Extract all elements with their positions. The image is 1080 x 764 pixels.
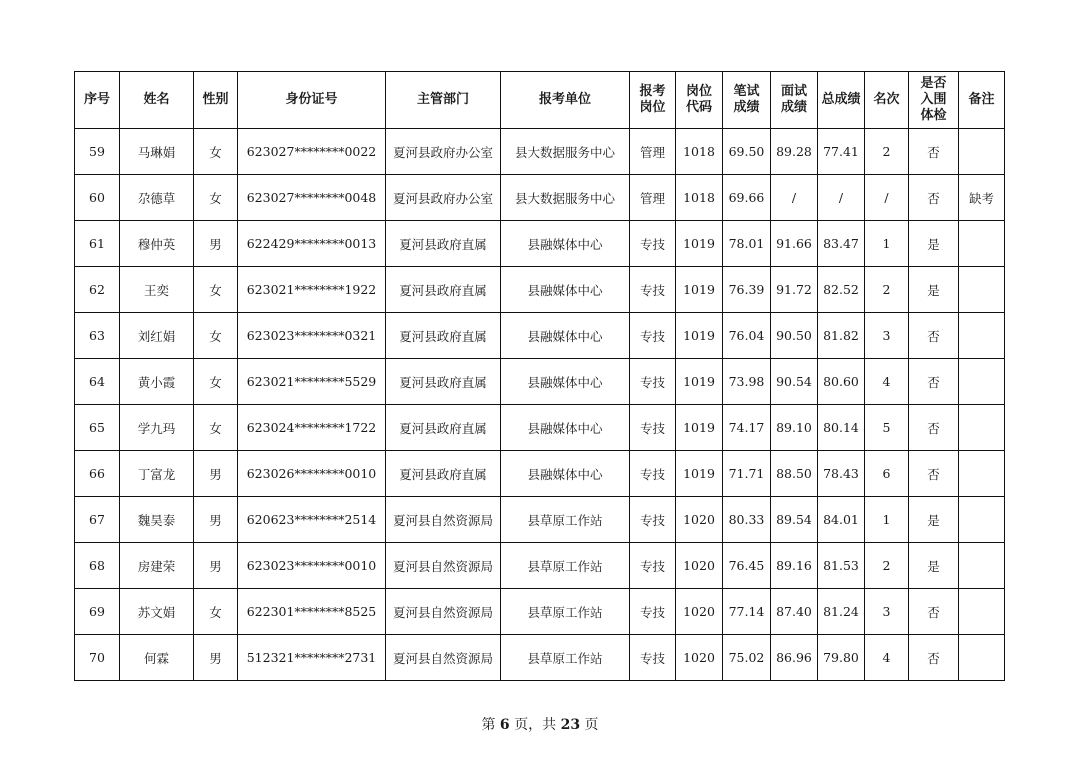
table-cell: 91.72 [771, 267, 818, 313]
table-cell: 90.50 [771, 313, 818, 359]
table-cell: 女 [194, 359, 238, 405]
table-cell [959, 267, 1005, 313]
table-cell: 6 [865, 451, 909, 497]
table-cell: 男 [194, 543, 238, 589]
table-cell: 专技 [630, 405, 676, 451]
table-cell: 专技 [630, 497, 676, 543]
table-cell: 1020 [676, 589, 723, 635]
table-cell: 84.01 [818, 497, 865, 543]
table-cell: 89.28 [771, 129, 818, 175]
table-cell: 1020 [676, 543, 723, 589]
table-cell [959, 359, 1005, 405]
table-cell: 623027********0022 [238, 129, 386, 175]
table-cell: 73.98 [723, 359, 771, 405]
table-cell: 女 [194, 129, 238, 175]
table-cell: 5 [865, 405, 909, 451]
table-cell: 县融媒体中心 [501, 451, 630, 497]
table-cell: 女 [194, 267, 238, 313]
table-cell: 否 [909, 313, 959, 359]
table-cell: 是 [909, 543, 959, 589]
table-body [75, 129, 1005, 681]
table-cell: 89.10 [771, 405, 818, 451]
table-cell: 夏河县政府直属 [386, 359, 501, 405]
table-cell: 89.54 [771, 497, 818, 543]
table-cell: 丁富龙 [120, 451, 194, 497]
table-cell: 69 [75, 589, 120, 635]
table-cell: 4 [865, 359, 909, 405]
table-cell: 81.82 [818, 313, 865, 359]
table-cell: 缺考 [959, 175, 1005, 221]
table-cell: 623026********0010 [238, 451, 386, 497]
table-cell: 专技 [630, 359, 676, 405]
table-cell: 男 [194, 451, 238, 497]
table-cell: 622301********8525 [238, 589, 386, 635]
table-cell: 4 [865, 635, 909, 681]
table-cell: 夏河县政府直属 [386, 451, 501, 497]
table-cell: 男 [194, 635, 238, 681]
table-cell: 623027********0048 [238, 175, 386, 221]
table-cell: / [771, 175, 818, 221]
table-cell: 何霖 [120, 635, 194, 681]
table-cell [959, 635, 1005, 681]
table-cell: 魏昊泰 [120, 497, 194, 543]
table-row [75, 175, 1005, 221]
table-cell: 83.47 [818, 221, 865, 267]
table-cell: 89.16 [771, 543, 818, 589]
column-header: 姓名 [120, 72, 194, 129]
table-cell: 县融媒体中心 [501, 359, 630, 405]
table-cell: 78.01 [723, 221, 771, 267]
table-cell: 1 [865, 221, 909, 267]
table-cell: 1 [865, 497, 909, 543]
footer-middle: 页，共 [514, 717, 557, 733]
table-cell: 66 [75, 451, 120, 497]
table-cell: 黄小霞 [120, 359, 194, 405]
table-cell: 县草原工作站 [501, 543, 630, 589]
table-cell: 59 [75, 129, 120, 175]
table-cell: 77.14 [723, 589, 771, 635]
footer-total-pages: 23 [560, 717, 581, 733]
table-cell: 穆仲英 [120, 221, 194, 267]
table-cell: 女 [194, 589, 238, 635]
table-cell: 夏河县政府办公室 [386, 175, 501, 221]
column-header: 总成绩 [818, 72, 865, 129]
table-cell: 1019 [676, 221, 723, 267]
table-cell: 县融媒体中心 [501, 221, 630, 267]
column-header: 备注 [959, 72, 1005, 129]
table-cell: 80.60 [818, 359, 865, 405]
table-cell: 县大数据服务中心 [501, 129, 630, 175]
table-cell: 尕德草 [120, 175, 194, 221]
table-row [75, 543, 1005, 589]
table-row [75, 221, 1005, 267]
table-cell: 学九玛 [120, 405, 194, 451]
table-cell: 80.33 [723, 497, 771, 543]
table-cell: 专技 [630, 589, 676, 635]
table-cell: 县草原工作站 [501, 635, 630, 681]
table-cell: 专技 [630, 543, 676, 589]
footer-prefix: 第 [481, 717, 496, 733]
table-cell: / [818, 175, 865, 221]
table-cell: 1020 [676, 635, 723, 681]
table-cell: 房建荣 [120, 543, 194, 589]
column-header: 主管部门 [386, 72, 501, 129]
table-cell: 专技 [630, 313, 676, 359]
table-cell: 71.71 [723, 451, 771, 497]
table-cell: 夏河县政府直属 [386, 221, 501, 267]
table-cell: 1019 [676, 405, 723, 451]
table-cell: 专技 [630, 451, 676, 497]
column-header: 身份证号 [238, 72, 386, 129]
table-cell: 3 [865, 589, 909, 635]
table-cell: 夏河县自然资源局 [386, 497, 501, 543]
table-cell: 专技 [630, 221, 676, 267]
table-cell: 90.54 [771, 359, 818, 405]
table-cell: 2 [865, 129, 909, 175]
table-row [75, 451, 1005, 497]
table-cell: 夏河县政府直属 [386, 267, 501, 313]
table-cell [959, 313, 1005, 359]
table-cell [959, 405, 1005, 451]
table-cell: 夏河县政府直属 [386, 313, 501, 359]
table-cell: 623021********5529 [238, 359, 386, 405]
table-cell: 623024********1722 [238, 405, 386, 451]
table-cell: 75.02 [723, 635, 771, 681]
table-cell: 男 [194, 497, 238, 543]
footer-suffix: 页 [584, 717, 599, 733]
table-cell: 专技 [630, 635, 676, 681]
table-cell: 夏河县自然资源局 [386, 589, 501, 635]
table-cell: 管理 [630, 175, 676, 221]
column-header: 岗位 代码 [676, 72, 723, 129]
table-cell: 623023********0321 [238, 313, 386, 359]
table-cell: 622429********0013 [238, 221, 386, 267]
table-cell: 69.66 [723, 175, 771, 221]
table-cell: 79.80 [818, 635, 865, 681]
table-cell: 是 [909, 497, 959, 543]
table-cell: 专技 [630, 267, 676, 313]
table-cell: 否 [909, 589, 959, 635]
table-cell: 620623********2514 [238, 497, 386, 543]
table-cell: 3 [865, 313, 909, 359]
table-cell: 男 [194, 221, 238, 267]
table-row [75, 359, 1005, 405]
column-header: 是否 入围 体检 [909, 72, 959, 129]
table-row [75, 129, 1005, 175]
table-cell: 81.53 [818, 543, 865, 589]
table-row [75, 405, 1005, 451]
column-header: 名次 [865, 72, 909, 129]
table-cell: 81.24 [818, 589, 865, 635]
table-cell: 67 [75, 497, 120, 543]
table-cell: 否 [909, 129, 959, 175]
table-cell: 65 [75, 405, 120, 451]
table-cell: 是 [909, 267, 959, 313]
table-cell: 512321********2731 [238, 635, 386, 681]
table-cell: 管理 [630, 129, 676, 175]
table-cell: 78.43 [818, 451, 865, 497]
column-header: 面试 成绩 [771, 72, 818, 129]
table-cell: 苏文娟 [120, 589, 194, 635]
table-cell: 63 [75, 313, 120, 359]
table-cell: 县融媒体中心 [501, 267, 630, 313]
table-cell: 80.14 [818, 405, 865, 451]
table-cell [959, 221, 1005, 267]
table-cell: 否 [909, 405, 959, 451]
table-cell: 是 [909, 221, 959, 267]
table-cell: 60 [75, 175, 120, 221]
column-header: 笔试 成绩 [723, 72, 771, 129]
column-header: 序号 [75, 72, 120, 129]
table-cell: 91.66 [771, 221, 818, 267]
table-cell: 1019 [676, 313, 723, 359]
table-cell: 64 [75, 359, 120, 405]
table-cell: 1020 [676, 497, 723, 543]
table-cell: 否 [909, 451, 959, 497]
table-cell: 夏河县政府办公室 [386, 129, 501, 175]
table-cell [959, 497, 1005, 543]
table-cell: 1018 [676, 129, 723, 175]
table-cell: 刘红娟 [120, 313, 194, 359]
table-cell: 否 [909, 175, 959, 221]
table-cell: 77.41 [818, 129, 865, 175]
table-cell: 76.04 [723, 313, 771, 359]
table-cell [959, 543, 1005, 589]
table-cell: 县融媒体中心 [501, 313, 630, 359]
table-cell: 1019 [676, 451, 723, 497]
table-cell: 县大数据服务中心 [501, 175, 630, 221]
table-cell: 76.39 [723, 267, 771, 313]
table-cell: 88.50 [771, 451, 818, 497]
table-row [75, 497, 1005, 543]
table-cell: 马琳娟 [120, 129, 194, 175]
table-cell: 女 [194, 313, 238, 359]
table-cell: 82.52 [818, 267, 865, 313]
table-cell: 1018 [676, 175, 723, 221]
table-cell: 68 [75, 543, 120, 589]
table-cell: / [865, 175, 909, 221]
table-cell: 否 [909, 635, 959, 681]
column-header: 报考 岗位 [630, 72, 676, 129]
table-row [75, 589, 1005, 635]
table-cell: 2 [865, 543, 909, 589]
table-cell: 夏河县政府直属 [386, 405, 501, 451]
table-cell: 623021********1922 [238, 267, 386, 313]
table-cell: 62 [75, 267, 120, 313]
table-cell: 女 [194, 175, 238, 221]
table-cell: 夏河县自然资源局 [386, 635, 501, 681]
table-cell: 王奕 [120, 267, 194, 313]
table-cell: 61 [75, 221, 120, 267]
table-cell: 70 [75, 635, 120, 681]
score-table [74, 71, 1005, 681]
table-row [75, 267, 1005, 313]
table-cell: 69.50 [723, 129, 771, 175]
table-header-row [75, 72, 1005, 129]
page-footer [0, 714, 1080, 734]
column-header: 性别 [194, 72, 238, 129]
table-cell: 县融媒体中心 [501, 405, 630, 451]
table-cell: 否 [909, 359, 959, 405]
table-cell: 76.45 [723, 543, 771, 589]
table-cell [959, 129, 1005, 175]
table-cell: 86.96 [771, 635, 818, 681]
table-cell: 女 [194, 405, 238, 451]
table-cell: 夏河县自然资源局 [386, 543, 501, 589]
table-cell: 1019 [676, 359, 723, 405]
table-cell [959, 451, 1005, 497]
table-cell: 623023********0010 [238, 543, 386, 589]
table-row [75, 635, 1005, 681]
table-cell: 1019 [676, 267, 723, 313]
footer-page-number: 6 [499, 717, 510, 733]
table-cell: 74.17 [723, 405, 771, 451]
table-cell: 87.40 [771, 589, 818, 635]
table-cell: 县草原工作站 [501, 497, 630, 543]
table-cell [959, 589, 1005, 635]
table-cell: 2 [865, 267, 909, 313]
column-header: 报考单位 [501, 72, 630, 129]
table-row [75, 313, 1005, 359]
table-cell: 县草原工作站 [501, 589, 630, 635]
